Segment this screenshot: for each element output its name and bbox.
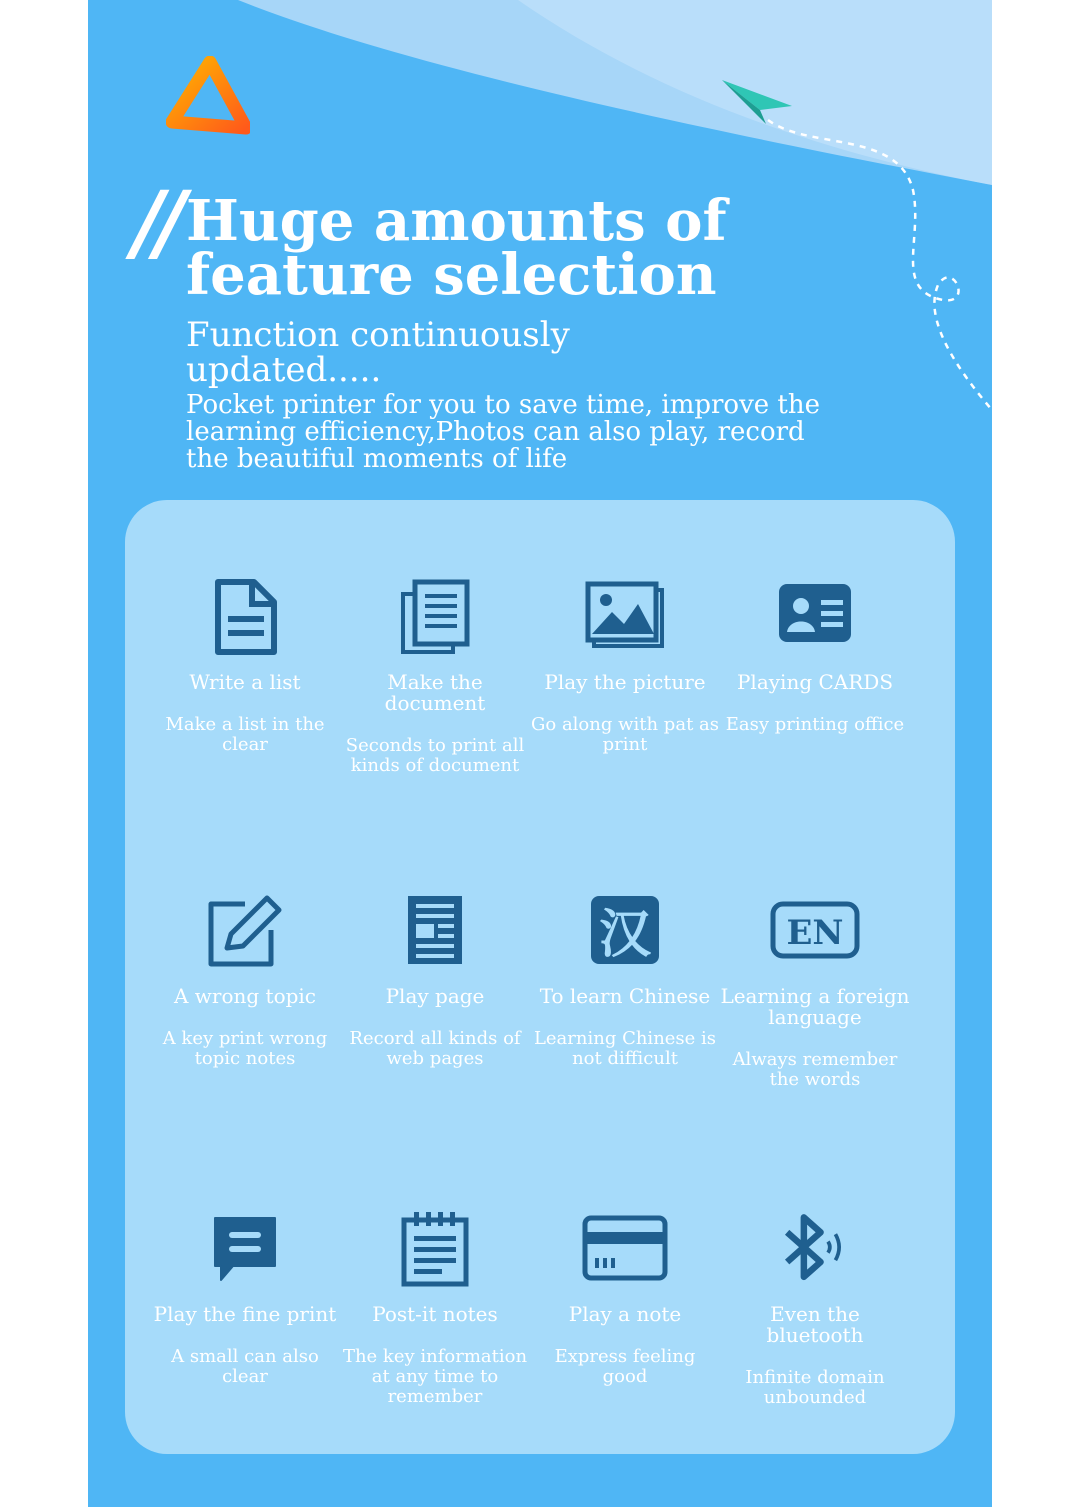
feature-desc: A small can also clear <box>171 1346 319 1387</box>
feature-play-page <box>340 892 530 1069</box>
feature-playing-cards <box>720 578 910 735</box>
id-card-icon <box>777 578 853 656</box>
edit-icon <box>205 892 285 970</box>
feature-title: Post-it notes <box>372 1302 498 1326</box>
feature-post-it <box>340 1210 530 1407</box>
feature-desc: Make a list in the clear <box>165 714 325 755</box>
feature-foreign-language <box>720 892 910 1090</box>
feature-make-document <box>340 578 530 776</box>
feature-title: To learn Chinese <box>539 984 711 1008</box>
credit-card-icon <box>581 1210 669 1288</box>
bluetooth-icon <box>775 1210 855 1288</box>
feature-desc: Easy printing office <box>725 714 905 735</box>
feature-learn-chinese <box>530 892 720 1069</box>
feature-title: Write a list <box>189 670 301 694</box>
document-icon <box>210 578 280 656</box>
chinese-char-icon <box>589 892 661 970</box>
triangle-icon <box>166 56 250 140</box>
feature-title: Learning a foreign language <box>720 984 910 1029</box>
feature-bluetooth <box>720 1210 910 1408</box>
feature-desc: Infinite domain unbounded <box>745 1367 885 1408</box>
feature-title: Play page <box>385 984 485 1008</box>
message-icon <box>209 1210 281 1288</box>
feature-play-picture <box>530 578 720 755</box>
english-icon <box>770 892 860 970</box>
subtitle: Function continuously updated..... <box>186 315 570 390</box>
feature-desc: Record all kinds of web pages <box>349 1028 521 1069</box>
description: Pocket printer for you to save time, improve the learning efficiency,Photos can also play, record the beautiful moments of life <box>186 390 820 474</box>
svg-text:汉: 汉 <box>598 905 652 965</box>
feature-desc: Express feeling good <box>554 1346 696 1387</box>
feature-title: Play the picture <box>544 670 706 694</box>
feature-panel <box>88 0 992 1507</box>
feature-title: Make the document <box>384 670 486 715</box>
feature-title: Play a note <box>568 1302 682 1326</box>
feature-desc: Go along with pat as print <box>531 714 719 755</box>
feature-play-note <box>530 1210 720 1387</box>
svg-text:EN: EN <box>786 913 844 953</box>
quote-mark: // <box>132 172 178 271</box>
feature-desc: Always remember the words <box>732 1049 898 1090</box>
feature-desc: Learning Chinese is not difficult <box>533 1028 717 1069</box>
documents-stack-icon <box>399 578 471 656</box>
page-title: Huge amounts of feature selection <box>186 188 727 308</box>
feature-title: Even the bluetooth <box>766 1302 864 1347</box>
feature-fine-print <box>150 1210 340 1387</box>
feature-wrong-topic <box>150 892 340 1069</box>
feature-title: Play the fine print <box>153 1302 337 1326</box>
feature-desc: The key information at any time to remember <box>342 1346 528 1407</box>
feature-title: A wrong topic <box>173 984 317 1008</box>
feature-grid-card <box>125 500 955 1454</box>
web-page-icon <box>404 892 466 970</box>
picture-icon <box>584 578 666 656</box>
notepad-icon <box>400 1210 470 1288</box>
feature-write-list <box>150 578 340 755</box>
feature-desc: Seconds to print all kinds of document <box>345 735 525 776</box>
feature-desc: A key print wrong topic notes <box>162 1028 328 1069</box>
feature-title: Playing CARDS <box>736 670 894 694</box>
